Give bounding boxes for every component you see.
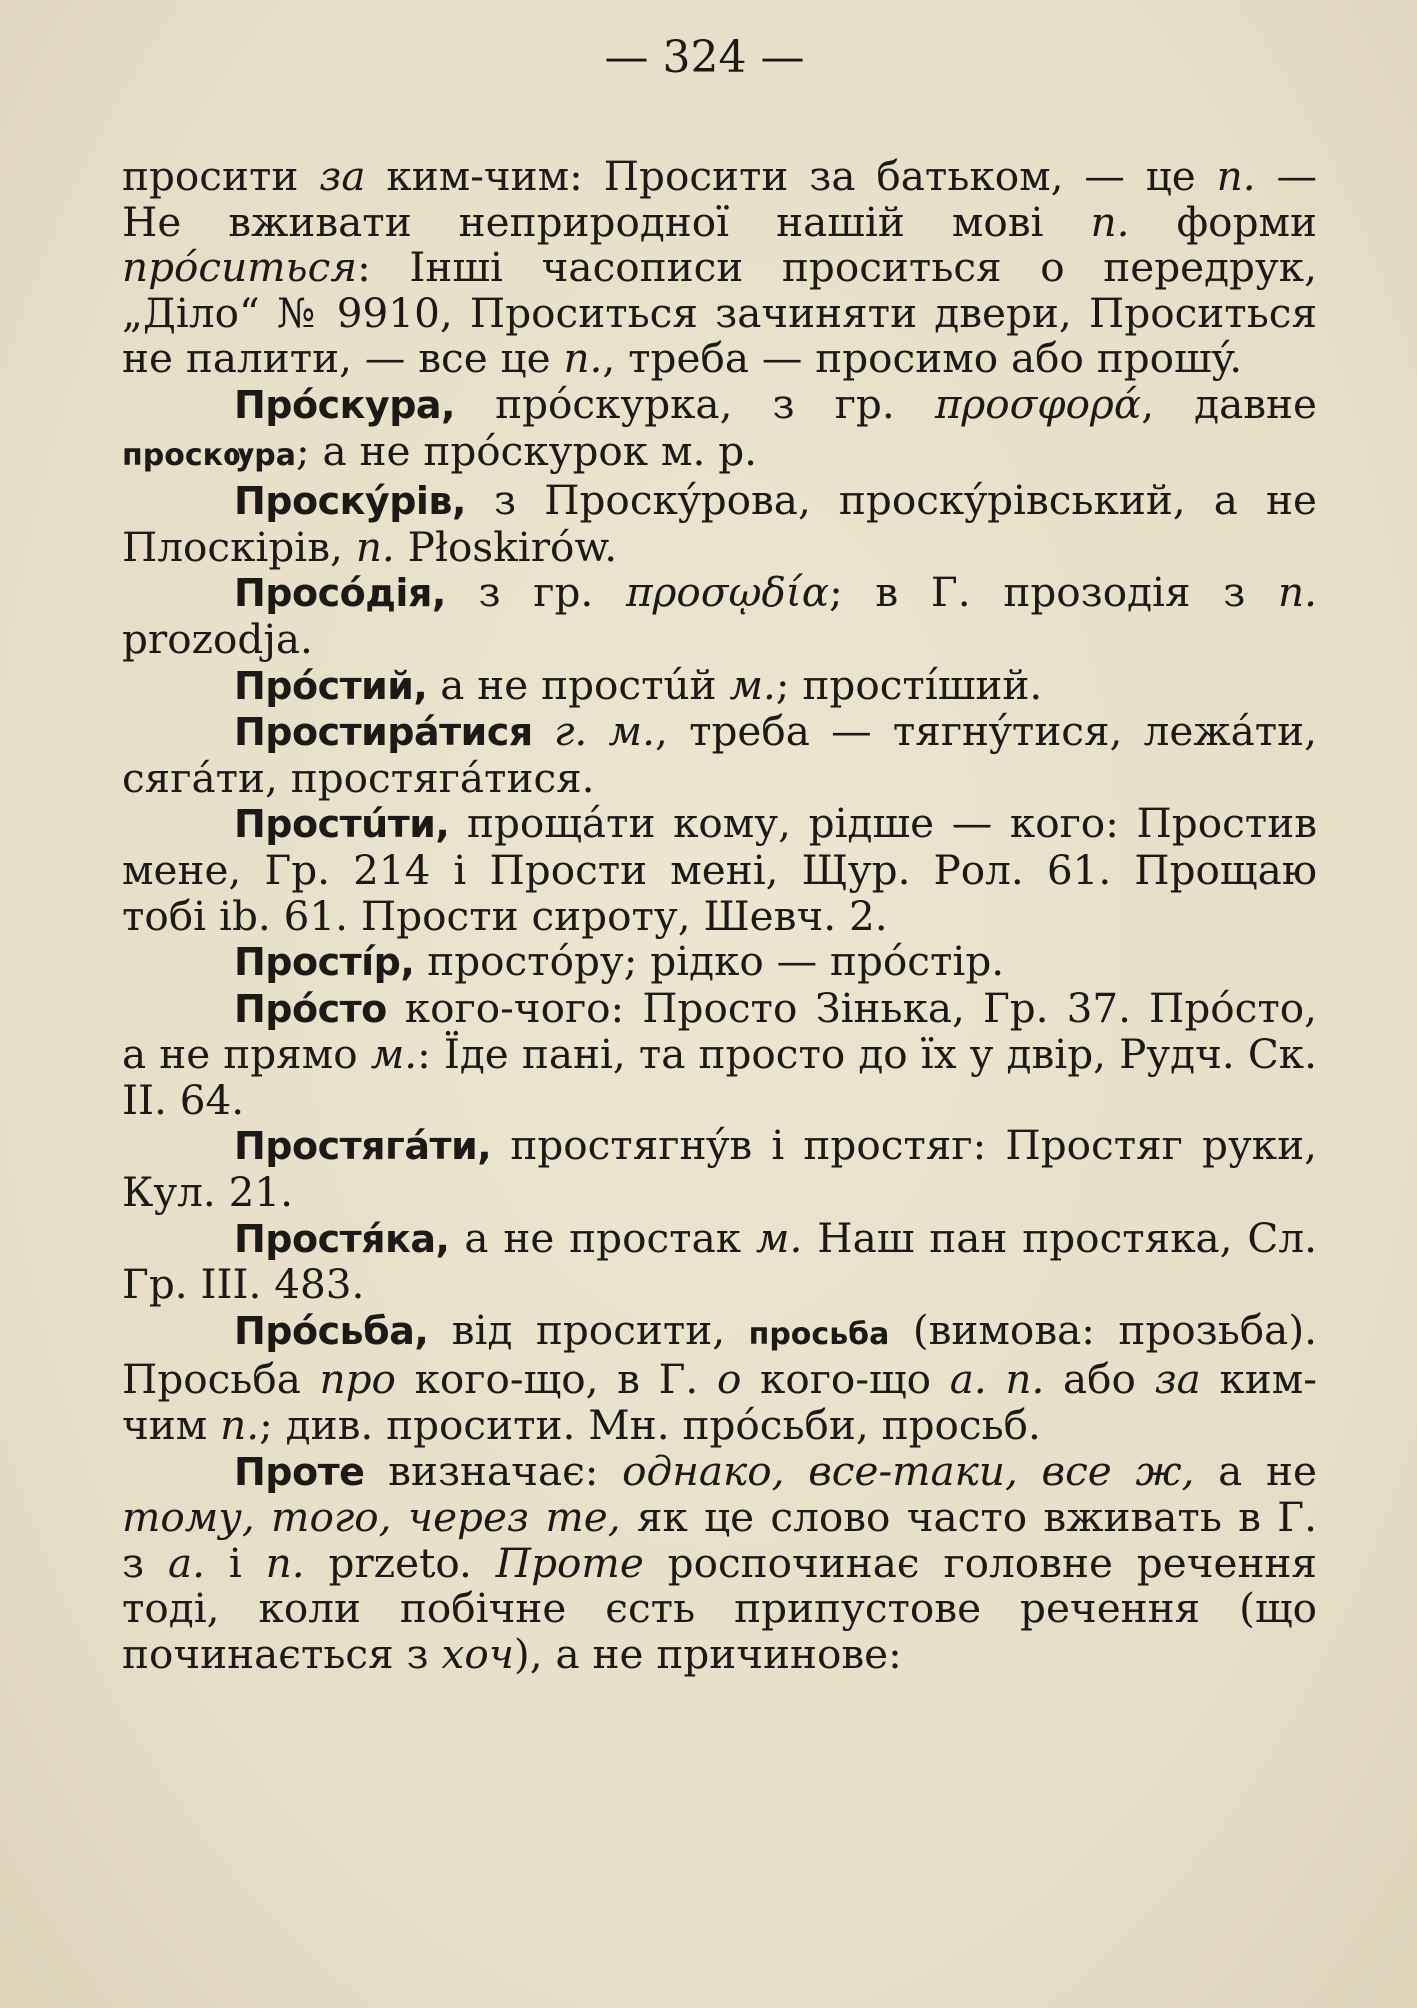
entry-text: форми	[1129, 197, 1317, 246]
entry-prosodia	[122, 570, 1317, 662]
entry-text: (вимова: прозьба). Просьба	[122, 1305, 1318, 1404]
entry-italic-text: а. п.	[949, 1355, 1045, 1404]
entry-prostyratysia	[122, 709, 1317, 801]
entry-text: простягнýв і простяг: Простяг руки, Кул. 21.	[122, 1121, 1317, 1217]
entry-text: ким-чим: Просити за батьком, — це	[365, 152, 1217, 200]
page-number: — 324 —	[604, 32, 805, 83]
entry-text: з гр.	[445, 568, 626, 617]
entry-headword: Прóстий,	[234, 663, 428, 708]
entry-proskura	[122, 379, 1317, 478]
entry-italic-text: п.	[220, 1401, 260, 1450]
entry-headword: Простúти,	[234, 802, 450, 847]
entry-italic-text: п.	[1216, 152, 1256, 200]
entry-text: а не простак	[449, 1213, 756, 1262]
entry-italic-text: м.	[370, 1030, 418, 1079]
entry-headword: Проскýрів,	[234, 479, 466, 524]
entry-text: prozodja.	[122, 614, 313, 663]
entry-text: ким-чим	[122, 1355, 1317, 1450]
entry-prostir	[122, 939, 1317, 986]
entry-italic-text: хоч	[441, 1630, 514, 1678]
entry-text	[533, 707, 554, 755]
entry-text: прощáти кому, рідше — кого: Простив мене, Гр. 214 і Прости мені, Щур. Рол. 61. Прощаю тобі ib. 61. Прости сироту, Шевч. 2.	[122, 799, 1317, 940]
entry-text: а не	[1194, 1446, 1317, 1495]
entry-text: або	[1044, 1355, 1155, 1404]
entry-text: ), а не причинове:	[513, 1630, 902, 1678]
entry-text: кого-що	[741, 1355, 950, 1404]
entry-prostyi	[122, 660, 1317, 710]
entry-headword: Простирáтися	[234, 710, 533, 755]
entry-proskuriv	[122, 478, 1317, 570]
entry-text: ; див. просити. Мн. прóсьби, просьб.	[259, 1401, 1041, 1450]
entry-prosba	[122, 1305, 1318, 1450]
entry-italic-text: а.	[167, 1538, 205, 1587]
entry-text: визначає:	[364, 1446, 623, 1495]
entry-italic-text: прóситься	[122, 243, 358, 292]
entry-headword: Простíр,	[234, 940, 415, 985]
entry-text: роспочинає головне речення тоді, коли побічне єсть припустове речення (що починається з	[122, 1538, 1317, 1678]
entry-old-spelling: проскѹра	[122, 437, 296, 473]
entry-headword: Прóсто	[234, 986, 387, 1031]
entry-text: просити	[122, 152, 320, 200]
entry-italic-text: за	[1154, 1355, 1201, 1404]
entry-text: ; в Г. прозодія з	[829, 568, 1279, 617]
entry-prosto	[122, 983, 1317, 1124]
entry-headword: Проте	[234, 1449, 365, 1494]
entry-italic-text: м.	[729, 660, 776, 709]
entry-prote	[122, 1446, 1317, 1678]
entry-text: przeto.	[304, 1538, 496, 1587]
entry-text: , треба — тягнýтися, лежáти, сягáти, простягáтися.	[122, 707, 1318, 802]
entry-text: простóру; рідко — прóстір.	[414, 937, 1005, 986]
entry-prosyty-cont	[122, 154, 1317, 382]
entry-italic-text: п.	[1090, 197, 1130, 246]
entry-prostiahaty	[122, 1123, 1317, 1215]
entry-prostiaka	[122, 1213, 1318, 1309]
entry-text: — Не вживати неприродної нашій мові	[122, 152, 1317, 246]
entry-old-spelling: просьба	[748, 1316, 890, 1352]
entry-italic-text: м.	[755, 1213, 803, 1262]
entry-italic-text: п.	[1278, 568, 1317, 617]
entry-text: прóскурка, з гр.	[454, 379, 935, 428]
entry-headword: Простя́ка,	[234, 1216, 450, 1261]
entry-italic-text: за	[319, 152, 366, 200]
entry-text: Наш пан простяка, Сл. Гр. III. 483.	[122, 1213, 1318, 1309]
entry-text: від просити,	[428, 1305, 749, 1354]
entry-italic-text: о	[716, 1355, 742, 1404]
entry-headword: Прóсьба,	[234, 1308, 429, 1353]
entry-italic-text: про	[319, 1355, 396, 1404]
entry-italic-text: однако, все-таки, все ж,	[622, 1446, 1195, 1495]
entry-text: кого-чого: Просто Зінька, Гр. 37. Прóсто, а не прямо	[122, 983, 1317, 1079]
entry-text: і	[204, 1538, 266, 1587]
entry-headword: Просóдія,	[234, 571, 446, 616]
entry-italic-text: Проте	[495, 1538, 644, 1587]
entry-italic-text: г. м.	[553, 707, 655, 756]
entry-text: , давне	[1141, 379, 1317, 428]
entry-text: кого-що, в Г.	[395, 1355, 717, 1404]
entry-italic-text: п.	[563, 334, 603, 383]
entry-text: ; простíший.	[775, 660, 1043, 709]
entry-text: як це слово часто вживать в Г. з	[122, 1493, 1317, 1587]
entry-italic-text: п.	[265, 1538, 305, 1587]
entry-prostyty	[122, 801, 1317, 939]
dictionary-entries	[122, 154, 1317, 1678]
entry-text: з Проскýрова, проскýрівський, а не Плоскірів,	[122, 476, 1317, 571]
entry-text: а не простúй	[427, 660, 730, 709]
entry-text: : Інші часописи проситься о передрук, „Діло“ № 9910, Проситься зачиняти двери, Проситься не палити, — все це	[122, 243, 1317, 383]
entry-text: : Їде пані, та просто до їх у двір, Рудч. Ск. II. 64.	[122, 1030, 1317, 1124]
entry-italic-text: προσφορά	[934, 379, 1142, 428]
entry-italic-text: προσῳδία	[626, 568, 830, 617]
entry-headword: Простягáти,	[234, 1124, 492, 1169]
entry-text: ; а не прóскурок м. р.	[295, 426, 758, 475]
entry-italic-text: тому, того, через те,	[122, 1493, 621, 1542]
entry-text: , треба — просимо або прошý.	[602, 334, 1243, 383]
entry-italic-text: п.	[355, 522, 395, 571]
entry-headword: Прóскура,	[234, 382, 455, 427]
entry-text: Płoskirów.	[394, 522, 618, 571]
